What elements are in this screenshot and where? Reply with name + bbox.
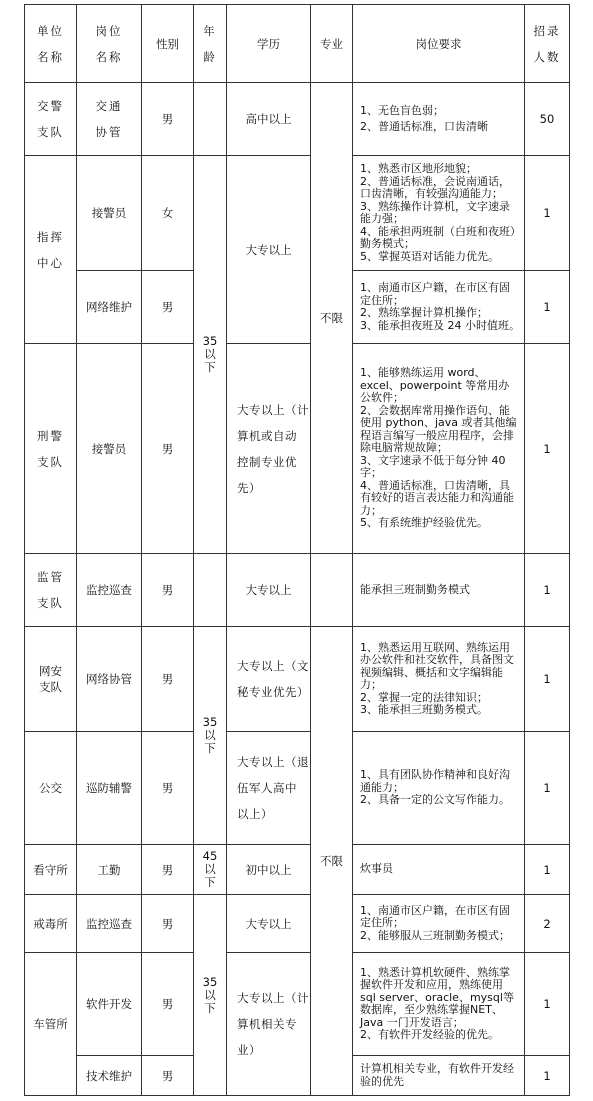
- gender-cell: 男: [142, 732, 194, 845]
- education-cell: 大专以上: [227, 554, 311, 627]
- unit-cell: 监管 支队: [25, 554, 77, 627]
- age-cell: 35 以 下: [194, 895, 227, 1096]
- quota-cell: 1: [525, 845, 570, 895]
- age-cell: 45 以 下: [194, 845, 227, 895]
- education-cell: 大专以上（计 算机相关专 业）: [227, 953, 311, 1096]
- requirements-cell: 1、南通市区户籍，在市区有固定住所； 2、熟练掌握计算机操作； 3、能承担夜班及 24 小时值班。: [353, 271, 525, 344]
- requirements-cell: 计算机相关专业，有软件开发经验的优先: [353, 1056, 525, 1096]
- quota-cell: 1: [525, 554, 570, 627]
- gender-cell: 男: [142, 344, 194, 554]
- unit-cell: 看守所: [25, 845, 77, 895]
- major-cell: 不限: [311, 83, 353, 554]
- requirements-cell: 1、能够熟练运用 word、excel、powerpoint 等常用办公软件； 2、会数据库常用操作语句、能使用 python、java 或者其他编程语言编写一般应用程序，会排除电脑常规故障； 3、文字速录不低于每分钟 40字； 4、普通话标准，口齿清晰，具有较好的语言表达能力和沟通能力； 5、有系统维护经验优先。: [353, 344, 525, 554]
- header-unit: 单位 名称: [25, 5, 77, 83]
- gender-cell: 男: [142, 953, 194, 1056]
- table-row: [25, 953, 570, 1056]
- post-cell: 接警员: [77, 156, 142, 271]
- quota-cell: 1: [525, 953, 570, 1056]
- post-cell: 技术维护: [77, 1056, 142, 1096]
- education-cell: 初中以上: [227, 845, 311, 895]
- gender-cell: 男: [142, 845, 194, 895]
- post-cell: 工勤: [77, 845, 142, 895]
- requirements-cell: 炊事员: [353, 845, 525, 895]
- requirements-cell: 1、熟悉计算机软硬件、熟练掌握软件开发和应用，熟练使用 sql server、oracle、mysql等数据库，至少熟练掌握NET、Java 一门开发语言； 2、有软件开发经验的优先。: [353, 953, 525, 1056]
- major-cell: 不限: [311, 627, 353, 1096]
- table-row: [25, 344, 570, 554]
- quota-cell: 1: [525, 344, 570, 554]
- age-cell-empty: [194, 554, 227, 627]
- gender-cell: 男: [142, 627, 194, 732]
- unit-cell: 公交: [25, 732, 77, 845]
- quota-cell: 2: [525, 895, 570, 953]
- gender-cell: 男: [142, 554, 194, 627]
- requirements-cell: 1、南通市区户籍，在市区有固定住所； 2、能够服从三班制勤务模式；: [353, 895, 525, 953]
- header-major: 专业: [311, 5, 353, 83]
- unit-cell: 戒毒所: [25, 895, 77, 953]
- education-cell: 大专以上（退 伍军人高中 以上）: [227, 732, 311, 845]
- quota-cell: 1: [525, 156, 570, 271]
- table-row: [25, 627, 570, 732]
- post-cell: 网络协管: [77, 627, 142, 732]
- post-cell: 交通 协管: [77, 83, 142, 156]
- requirements-cell: 能承担三班制勤务模式: [353, 554, 525, 627]
- requirements-cell: 1、具有团队协作精神和良好沟通能力； 2、具备一定的公文写作能力。: [353, 732, 525, 845]
- requirements-cell: 1、熟悉市区地形地貌； 2、普通话标准，会说南通话，口齿清晰，有较强沟通能力； 3、熟练操作计算机，文字速录能力强； 4、能承担两班制（白班和夜班）勤务模式； 5、掌握英语对话能力优先。: [353, 156, 525, 271]
- header-row: [25, 5, 570, 83]
- unit-cell: 网安 支队: [25, 627, 77, 732]
- education-cell: 高中以上: [227, 83, 311, 156]
- education-cell: 大专以上（文 秘专业优先）: [227, 627, 311, 732]
- quota-cell: 1: [525, 732, 570, 845]
- unit-cell: 刑警 支队: [25, 344, 77, 554]
- table-row: [25, 156, 570, 271]
- gender-cell: 男: [142, 271, 194, 344]
- requirements-cell: 1、熟悉运用互联网、熟练运用办公软件和社交软件，具备图文视频编辑、概括和文字编辑能力； 2、掌握一定的法律知识； 3、能承担三班勤务模式。: [353, 627, 525, 732]
- education-cell: 大专以上: [227, 156, 311, 344]
- header-requirements: 岗位要求: [353, 5, 525, 83]
- age-cell-empty: [194, 83, 227, 156]
- unit-cell: 车管所: [25, 953, 77, 1096]
- post-cell: 巡防辅警: [77, 732, 142, 845]
- post-cell: 软件开发: [77, 953, 142, 1056]
- requirements-cell: 1、无色盲色弱； 2、普通话标准，口齿清晰: [353, 83, 525, 156]
- age-cell: 35 以 下: [194, 156, 227, 554]
- quota-cell: 1: [525, 627, 570, 732]
- header-age: 年 龄: [194, 5, 227, 83]
- table-row: [25, 554, 570, 627]
- table-row: [25, 83, 570, 156]
- quota-cell: 1: [525, 271, 570, 344]
- gender-cell: 男: [142, 895, 194, 953]
- gender-cell: 男: [142, 83, 194, 156]
- post-cell: 监控巡查: [77, 895, 142, 953]
- age-cell: 35 以 下: [194, 627, 227, 845]
- post-cell: 接警员: [77, 344, 142, 554]
- education-cell: 大专以上（计 算机或自动 控制专业优 先）: [227, 344, 311, 554]
- gender-cell: 男: [142, 1056, 194, 1096]
- unit-cell: 交警 支队: [25, 83, 77, 156]
- gender-cell: 女: [142, 156, 194, 271]
- recruitment-table: [24, 4, 570, 1096]
- post-cell: 监控巡查: [77, 554, 142, 627]
- header-gender: 性别: [142, 5, 194, 83]
- unit-cell: 指挥 中心: [25, 156, 77, 344]
- table-row: [25, 845, 570, 895]
- post-cell: 网络维护: [77, 271, 142, 344]
- header-quota: 招录 人数: [525, 5, 570, 83]
- header-post: 岗位 名称: [77, 5, 142, 83]
- education-cell: 大专以上: [227, 895, 311, 953]
- major-cell-empty: [311, 554, 353, 627]
- header-education: 学历: [227, 5, 311, 83]
- table-row: [25, 895, 570, 953]
- quota-cell: 50: [525, 83, 570, 156]
- table-row: [25, 732, 570, 845]
- quota-cell: 1: [525, 1056, 570, 1096]
